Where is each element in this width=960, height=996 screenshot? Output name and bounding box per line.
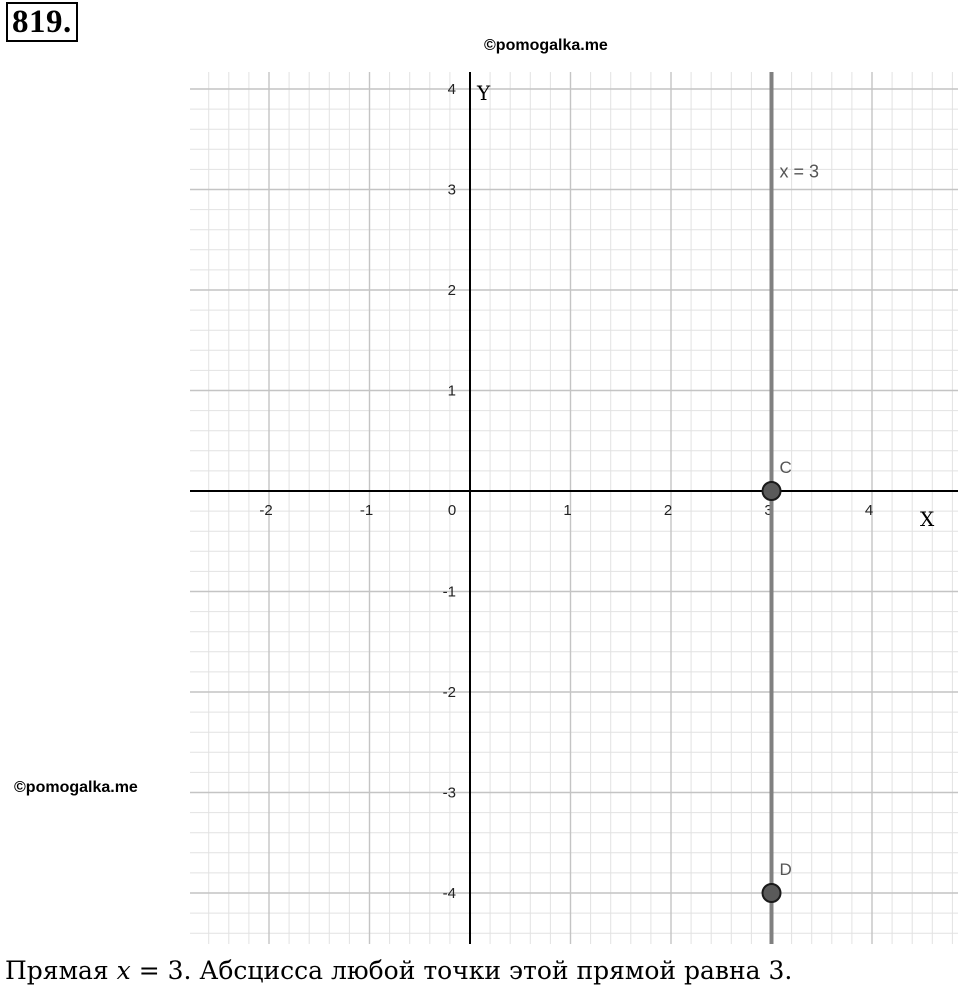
axes (190, 72, 958, 944)
y-tick-label: -1 (442, 583, 456, 601)
caption-prefix: Прямая (5, 956, 117, 985)
line-label: x = 3 (779, 161, 820, 182)
y-tick-label: 3 (447, 181, 456, 199)
caption-suffix: . Абсцисса любой точки этой прямой равна 3. (183, 956, 793, 985)
x-tick-label: -2 (259, 502, 273, 519)
y-tick-label: 4 (447, 81, 456, 98)
y-tick-label: -4 (442, 885, 456, 902)
caption-equation: = 3 (130, 956, 184, 985)
y-tick-label: -2 (442, 684, 456, 701)
caption (5, 956, 792, 985)
caption-math-variable: x (116, 956, 131, 985)
x-tick-label: 1 (563, 502, 572, 519)
x-tick-label: 3 (764, 502, 773, 519)
point-c (763, 482, 781, 500)
x-tick-label: 4 (864, 502, 874, 519)
problem-number: 819. (6, 2, 78, 42)
x-tick-label: 0 (447, 502, 457, 519)
watermark-left: ©pomogalka.me (14, 779, 138, 796)
point-d (763, 884, 781, 902)
x-tick-label: 2 (663, 502, 673, 519)
y-tick-label: 1 (447, 382, 456, 400)
x-tick-label: -1 (359, 502, 374, 519)
x-axis-label: X (920, 507, 935, 531)
y-axis-label: Y (477, 81, 491, 105)
points (763, 458, 792, 902)
y-tick-label: 2 (447, 282, 456, 299)
point-label-c: C (779, 458, 792, 477)
watermark-top: ©pomogalka.me (484, 37, 608, 54)
point-label-d: D (779, 860, 792, 879)
minor-grid (190, 72, 958, 944)
y-tick-label: -3 (442, 784, 456, 802)
major-grid (190, 72, 958, 944)
